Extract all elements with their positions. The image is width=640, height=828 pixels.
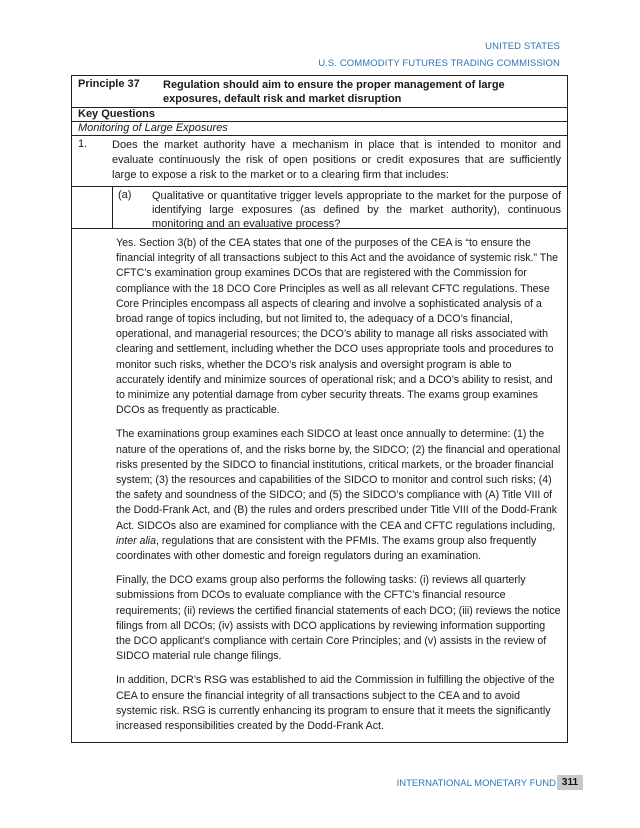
key-questions-heading: Key Questions xyxy=(78,108,156,120)
subquestion-number: (a) xyxy=(118,189,132,201)
header-agency: U.S. COMMODITY FUTURES TRADING COMMISSION xyxy=(318,58,560,69)
answer-p2-italic: inter alia xyxy=(116,534,157,547)
header-country: UNITED STATES xyxy=(485,41,560,52)
page-number: 311 xyxy=(557,775,583,790)
answer-paragraph-4: In addition, DCR’s RSG was established to aid the Commission in fulfilling the objective of the CEA to ensure the financial integrity of all transactions subject to the CEA and to avoid systemic risk. RSG is currently enhancing its program to ensure that it meets the significantly increased responsibilities created by the Dodd-Frank Act. xyxy=(116,674,555,733)
subquestion-row xyxy=(72,187,567,229)
principle-title: Regulation should aim to ensure the proper management of large exposures, default risk and market disruption xyxy=(163,79,505,105)
question-text: Does the market authority have a mechanism in place that is intended to monitor and evaluate continuously the risk of open positions or credit exposures that are sufficiently large to expose a risk to the market or to a clearing firm that includes: xyxy=(112,139,561,181)
footer-organization: INTERNATIONAL MONETARY FUND xyxy=(396,778,556,789)
answer-paragraph-1: Yes. Section 3(b) of the CEA states that one of the purposes of the CEA is “to ensure the financial integrity of all transactions subject to this Act and the avoidance of systemic risk.” The CFTC’s examination group examines DCOs that are registered with the Commission for compliance with the 18 DCO Core Principles as well as all relevant CFTC regulations. These Core Principles encompass all aspects of clearing and involve a sophisticated analysis of a broad range of topics including, but not limited to, the adequacy of a DCO’s financial, operational, and managerial resources; the DCO’s ability to manage all risks associated with clearing and settlement, including whether the DCO uses appropriate tools and procedures to monitor such risks, whether the DCO’s risk analysis and oversight program is able to accurately identify and minimize sources of operational risk; and a DCO’s ability to resist, and to minimize any potential damage from cyber security threats. The exams group examines DCOs as frequently as practicable. xyxy=(116,237,559,417)
principle-table xyxy=(71,75,568,743)
key-questions-row xyxy=(72,108,567,122)
question-number: 1. xyxy=(78,138,88,150)
answer-paragraph-2 xyxy=(116,427,561,564)
answer-p2-part-a: The examinations group examines each SIDCO at least once annually to determine: (1) the nature of the operations of, and the risks borne by, the SIDCO; (2) the financial and operational risks presented by the SIDCO to financial institutions, critical markets, or the broader financial system; (3) the resources and capabilities of the SIDCO to monitor and control such risks; (4) the safety and soundness of the SIDCO; and (5) the SIDCO’s compliance with (A) Title VIII of the Dodd-Frank Act, and (B) the rules and orders prescribed under Title VIII of the Dodd-Frank Act. SIDCOs also are examined for compliance with the CEA and CFTC regulations including, xyxy=(116,428,561,532)
answer-body xyxy=(116,236,561,743)
answer-paragraph-3: Finally, the DCO exams group also performs the following tasks: (i) reviews all quarterly submissions from DCOs to evaluate compliance with the CFTC’s financial resource requirements; (ii) reviews the certified financial statements of each DCO; (iii) reviews the notice filings from all DCOs; (iv) assists with DCO applications by reviewing information supporting the DCO applicant’s compliance with certain Core Principles; and (v) assists in the review of SIDCO material rule change filings. xyxy=(116,574,561,663)
principle-number: Principle 37 xyxy=(78,78,140,90)
section-row xyxy=(72,122,567,136)
section-heading: Monitoring of Large Exposures xyxy=(78,122,228,134)
subquestion-divider xyxy=(112,187,113,228)
question-row xyxy=(72,136,567,187)
answer-p2-part-b: , regulations that are consistent with the PFMIs. The exams group also frequently coordinates with other domestic and foreign regulators during an examination. xyxy=(116,534,537,563)
principle-row xyxy=(72,76,567,108)
subquestion-text: Qualitative or quantitative trigger levels appropriate to the market for the purpose of identifying large exposures (as defined by the market authority), continuous monitoring and an evaluative process? xyxy=(152,190,561,230)
